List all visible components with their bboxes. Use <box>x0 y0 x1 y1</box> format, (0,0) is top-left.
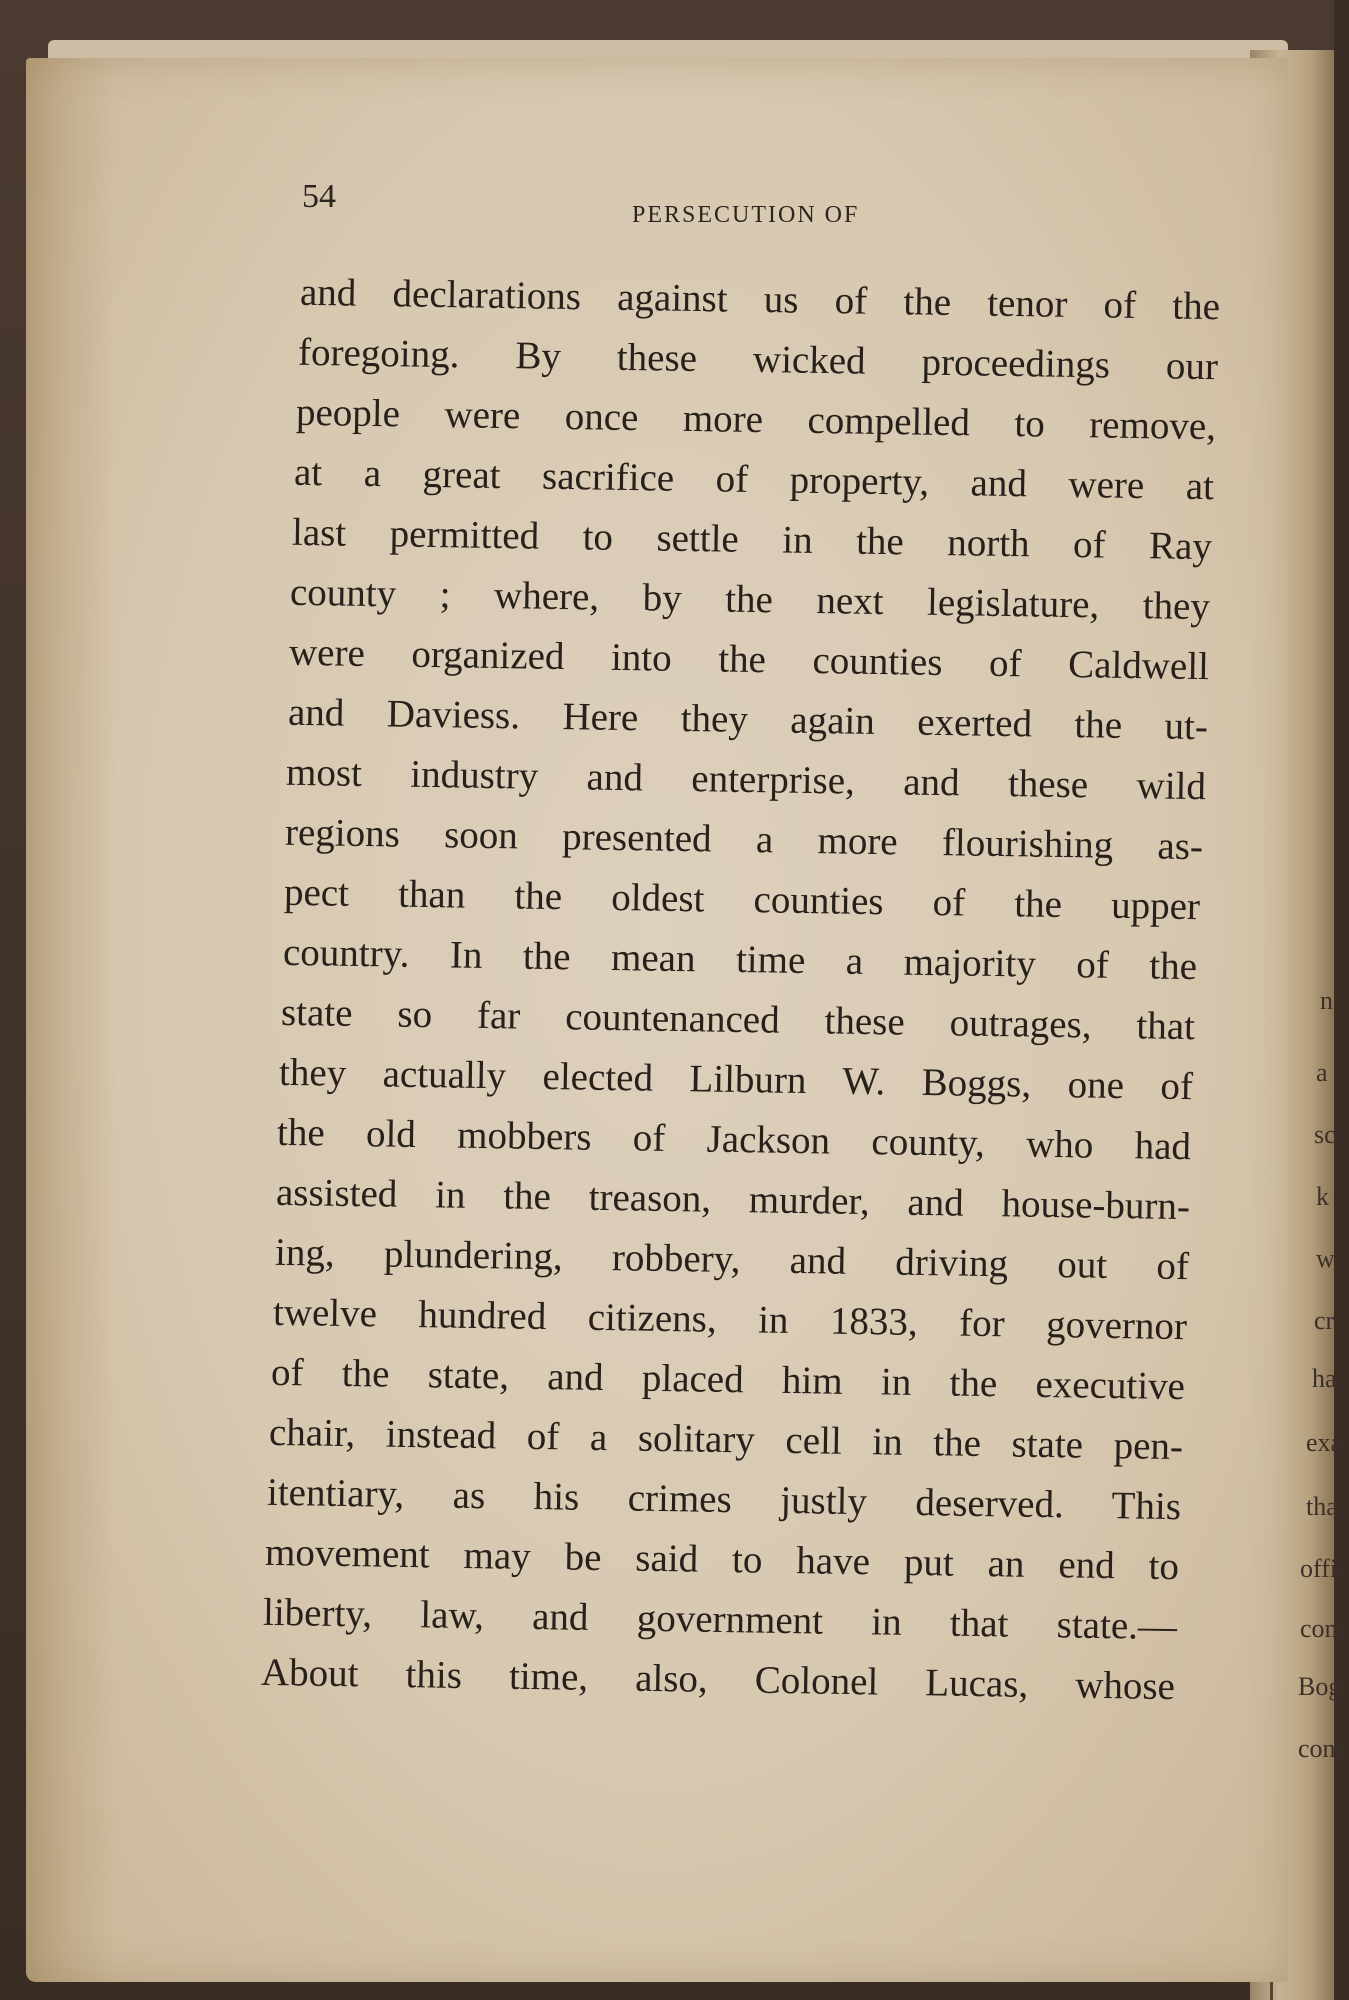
facing-page-fragment: ha <box>1312 1364 1337 1393</box>
text-line: country. In the mean time a majority of the <box>282 930 1198 989</box>
facing-page-fragment: tha <box>1306 1492 1338 1521</box>
text-line: twelve hundred citizens, in 1833, for governor <box>272 1290 1188 1349</box>
facing-page-fragment: cons <box>1298 1734 1346 1763</box>
facing-page-fragment: sc <box>1314 1120 1336 1149</box>
facing-page-fragment: k <box>1316 1182 1329 1211</box>
text-line: of the state, and placed him in the executive <box>270 1350 1186 1409</box>
text-line: pect than the oldest counties of the upper <box>283 870 1201 929</box>
text-line: people were once more compelled to remove, <box>295 390 1217 449</box>
text-line: the old mobbers of Jackson county, who had <box>276 1110 1192 1169</box>
text-line: at a great sacrifice of property, and were at <box>293 450 1215 509</box>
text-line: liberty, law, and government in that state.— <box>262 1590 1178 1649</box>
text-line: and Daviess. Here they again exerted the ut- <box>287 690 1209 749</box>
text-line: county ; where, by the next legislature, they <box>289 570 1211 629</box>
text-line: last permitted to settle in the north of Ray <box>291 510 1213 569</box>
text-line: state so far countenanced these outrages, that <box>280 990 1196 1049</box>
facing-page-fragment: a <box>1316 1058 1328 1087</box>
text-line: were organized into the counties of Caldwell <box>288 630 1210 689</box>
text-line: chair, instead of a solitary cell in the state pen- <box>268 1410 1184 1469</box>
facing-page-fragment: cr <box>1314 1306 1335 1335</box>
text-line: regions soon presented a more flourishing as- <box>284 810 1204 869</box>
text-line: ing, plundering, robbery, and driving out of <box>274 1230 1190 1289</box>
running-title: PERSECUTION OF <box>632 202 860 228</box>
facing-page-fragment: Bog <box>1298 1672 1342 1701</box>
text-line: itentiary, as his crimes justly deserved. This <box>266 1470 1182 1529</box>
facing-page-fragment: offic <box>1300 1554 1349 1583</box>
text-line: movement may be said to have put an end to <box>264 1530 1180 1589</box>
text-line: they actually elected Lilburn W. Boggs, one of <box>278 1050 1194 1109</box>
text-line: and declarations against us of the tenor of the <box>299 270 1221 329</box>
facing-page-fragment: com <box>1300 1614 1345 1643</box>
text-line: About this time, also, Colonel Lucas, whose <box>260 1650 1176 1709</box>
text-line: assisted in the treason, murder, and house-burn- <box>275 1170 1191 1229</box>
facing-page-fragment: exa <box>1306 1428 1343 1457</box>
facing-page-fragment: n <box>1320 986 1333 1015</box>
text-line: most industry and enterprise, and these wild <box>285 750 1207 809</box>
text-line: foregoing. By these wicked proceedings our <box>297 330 1219 389</box>
facing-page-fragment: w <box>1316 1244 1335 1273</box>
page-number: 54 <box>302 178 336 215</box>
